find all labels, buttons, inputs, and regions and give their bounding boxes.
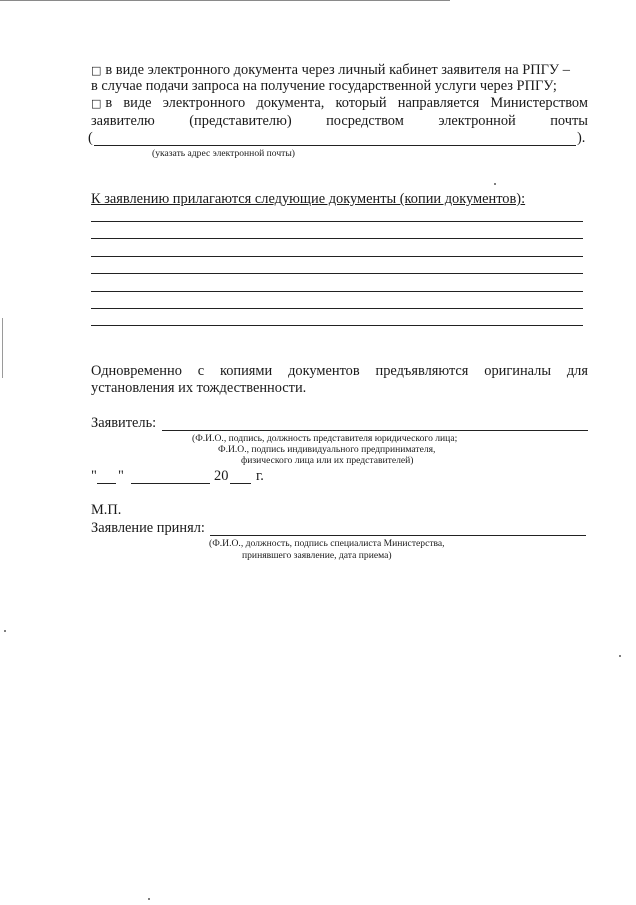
accepted-hint-2: принявшего заявление, дата приема)	[242, 550, 392, 561]
delivery-option-2-word: посредством	[326, 113, 404, 129]
delivery-option-2-word: заявителю	[91, 113, 155, 129]
delivery-option-2-word: направляется	[397, 95, 480, 111]
scan-speck	[4, 630, 6, 632]
delivery-option-2-word: который	[335, 95, 387, 111]
checkbox-icon[interactable]: □	[91, 97, 102, 110]
delivery-option-2-word: виде	[123, 95, 152, 111]
delivery-option-1-text: в виде электронного документа через личный кабинет заявителя на РПГУ –	[105, 62, 570, 78]
date-month-line[interactable]	[131, 483, 210, 484]
email-open-paren: (	[88, 130, 93, 146]
originals-word: Одновременно	[91, 363, 182, 379]
scan-margin-mark	[2, 318, 3, 378]
delivery-option-2-word: электронной	[438, 113, 516, 129]
scan-top-edge	[0, 0, 450, 1]
originals-word: документов	[288, 363, 360, 379]
delivery-option-2-word: □ в	[91, 95, 113, 111]
delivery-option-2-line2	[91, 113, 588, 130]
email-field-hint: (указать адрес электронной почты)	[152, 148, 295, 159]
applicant-label: Заявитель:	[91, 415, 157, 431]
accepted-signature-line[interactable]	[210, 535, 586, 536]
scan-speck	[494, 183, 496, 185]
attachment-line[interactable]	[91, 238, 583, 239]
accepted-hint-1: (Ф.И.О., должность, подпись специалиста Министерства,	[209, 538, 445, 549]
applicant-hint-2: Ф.И.О., подпись индивидуального предпринимателя,	[218, 444, 436, 455]
email-field-line[interactable]	[94, 145, 576, 146]
attachments-heading: К заявлению прилагаются следующие документы (копии документов):	[91, 191, 526, 207]
originals-word: оригиналы	[484, 363, 552, 379]
date-year-prefix: 20	[214, 468, 229, 484]
originals-word: предъявляются	[375, 363, 469, 379]
attachment-line[interactable]	[91, 221, 583, 222]
accepted-label: Заявление принял:	[91, 520, 205, 536]
delivery-option-1	[91, 62, 570, 79]
date-year-line[interactable]	[230, 483, 251, 484]
date-close-quote: "	[118, 468, 124, 484]
delivery-option-2-word: (представителю)	[189, 113, 292, 129]
delivery-option-2-word: документа,	[256, 95, 325, 111]
scan-speck	[619, 655, 621, 657]
attachment-line[interactable]	[91, 325, 583, 326]
originals-word: для	[566, 363, 588, 379]
delivery-option-1-line2: в случае подачи запроса на получение государственной услуги через РПГУ;	[91, 78, 557, 94]
stamp-label: М.П.	[91, 502, 122, 518]
date-open-quote: "	[91, 468, 97, 484]
attachment-line[interactable]	[91, 291, 583, 292]
applicant-hint-3: физического лица или их представителей)	[241, 455, 414, 466]
applicant-signature-line[interactable]	[162, 430, 588, 431]
originals-word: с	[197, 363, 205, 379]
delivery-option-2-word: электронного	[162, 95, 246, 111]
date-day-line[interactable]	[97, 483, 116, 484]
originals-note	[91, 363, 588, 380]
date-year-suffix: г.	[256, 468, 264, 484]
checkbox-icon[interactable]: □	[91, 64, 102, 77]
scan-speck	[148, 898, 150, 900]
applicant-hint-1: (Ф.И.О., подпись, должность представителя юридического лица;	[192, 433, 458, 444]
originals-note-line2: установления их тождественности.	[91, 380, 307, 396]
attachment-line[interactable]	[91, 273, 583, 274]
delivery-option-2	[91, 95, 588, 112]
attachment-line[interactable]	[91, 308, 583, 309]
attachment-line[interactable]	[91, 256, 583, 257]
delivery-option-2-word: Министерством	[490, 95, 588, 111]
delivery-option-2-word: почты	[550, 113, 588, 129]
originals-word: копиями	[219, 363, 273, 379]
email-close-paren: ).	[577, 130, 586, 146]
